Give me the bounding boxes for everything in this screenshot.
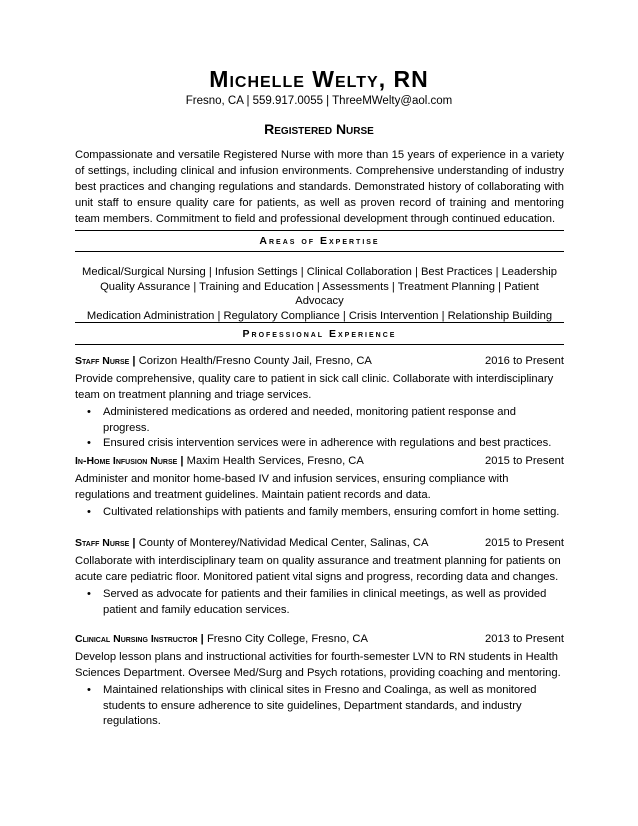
job-dates: 2015 to Present (485, 537, 564, 549)
expertise-line: Quality Assurance | Training and Education | Assessments | Treatment Planning | Patient Advocacy (100, 280, 539, 307)
section-rule-bottom (75, 251, 564, 252)
job-dates: 2013 to Present (485, 633, 564, 645)
job-header: Staff Nurse | Corizon Health/Fresno County Jail, Fresno, CA 2016 to Present (75, 355, 564, 367)
job-entry (75, 453, 564, 521)
job-entry (75, 631, 564, 730)
candidate-name: Michelle Welty, RN (209, 66, 429, 92)
job-description: Provide comprehensive, quality care to patient in sick call clinic. Collaborate with interdisciplinary team on treatment planning and triage services. (75, 373, 554, 401)
experience-heading: Professional Experience (242, 328, 397, 340)
resume-headline: Registered Nurse (264, 121, 374, 137)
job-entry (75, 535, 564, 618)
section-rule-top (75, 230, 564, 231)
job-description: Collaborate with interdisciplinary team on quality assurance and treatment planning for patients on acute care pediatric floor. Monitored patient vital signs and progress, recording data and changes. (75, 555, 561, 583)
expertise-heading: Areas of Expertise (259, 235, 380, 247)
job-employer: Fresno City College, Fresno, CA (206, 633, 368, 645)
job-bullets (75, 683, 564, 730)
expertise-line: Medical/Surgical Nursing | Infusion Settings | Clinical Collaboration | Best Practices | Leadership (82, 266, 557, 278)
job-description: Administer and monitor home-based IV and infusion services, ensuring compliance with regulations and treatment guidelines. Maintain patient records and data. (75, 473, 509, 501)
section-rule-bottom (75, 344, 564, 345)
professional-summary: Compassionate and versatile Registered Nurse with more than 15 years of experience in a variety of settings, including clinical and infusion environments. Comprehensive understanding of industry best practices and changing regulations and standards. Demonstrated history of collaborating with unit staff to ensure quality care for patients, as well as proven record of training and mentoring team members. Commitment to field and professional development through continued education. (75, 149, 564, 225)
job-description: Develop lesson plans and instructional activities for fourth-semester LVN to RN students in Health Sciences Department. Oversee Med/Surg and Psych rotations, providing coaching and mentoring. (75, 651, 561, 679)
job-header: Clinical Nursing Instructor | Fresno City College, Fresno, CA 2013 to Present (75, 633, 564, 645)
job-employer: Corizon Health/Fresno County Jail, Fresno, CA (138, 355, 372, 367)
job-title: In-Home Infusion Nurse (75, 455, 178, 467)
job-header: In-Home Infusion Nurse | Maxim Health Services, Fresno, CA 2015 to Present (75, 455, 564, 467)
job-header: Staff Nurse | County of Monterey/Natividad Medical Center, Salinas, CA 2015 to Present (75, 537, 564, 549)
job-bullet: • Administered medications as ordered and needed, monitoring patient response and progress. (75, 405, 564, 436)
job-dates: 2016 to Present (485, 355, 564, 367)
job-employer: Maxim Health Services, Fresno, CA (186, 455, 364, 467)
expertise-list (75, 265, 564, 323)
job-title: Staff Nurse (75, 537, 130, 549)
job-bullets (75, 405, 564, 452)
job-title: Clinical Nursing Instructor (75, 633, 198, 645)
expertise-line: Medication Administration | Regulatory Compliance | Crisis Intervention | Relationship Building (86, 309, 553, 322)
section-rule-top (75, 322, 564, 323)
job-bullets (75, 587, 564, 618)
job-bullet: • Maintained relationships with clinical sites in Fresno and Coalinga, as well as monitored students to ensure adherence to site guidelines, Department standards, and industry regulations. (75, 683, 564, 730)
job-bullet: • Served as advocate for patients and their families in clinical meetings, as well as provided patient and family education services. (75, 587, 564, 618)
job-dates: 2015 to Present (485, 455, 564, 467)
job-entry (75, 353, 564, 452)
job-bullets (75, 505, 564, 521)
job-bullet: • Ensured crisis intervention services were in adherence with regulations and best practices. (75, 436, 564, 452)
contact-info: Fresno, CA | 559.917.0055 | ThreeMWelty@aol.com (185, 95, 453, 107)
job-employer: County of Monterey/Natividad Medical Center, Salinas, CA (138, 537, 429, 549)
job-bullet: • Cultivated relationships with patients and family members, ensuring comfort in home setting. (75, 505, 564, 521)
job-title: Staff Nurse (75, 355, 130, 367)
